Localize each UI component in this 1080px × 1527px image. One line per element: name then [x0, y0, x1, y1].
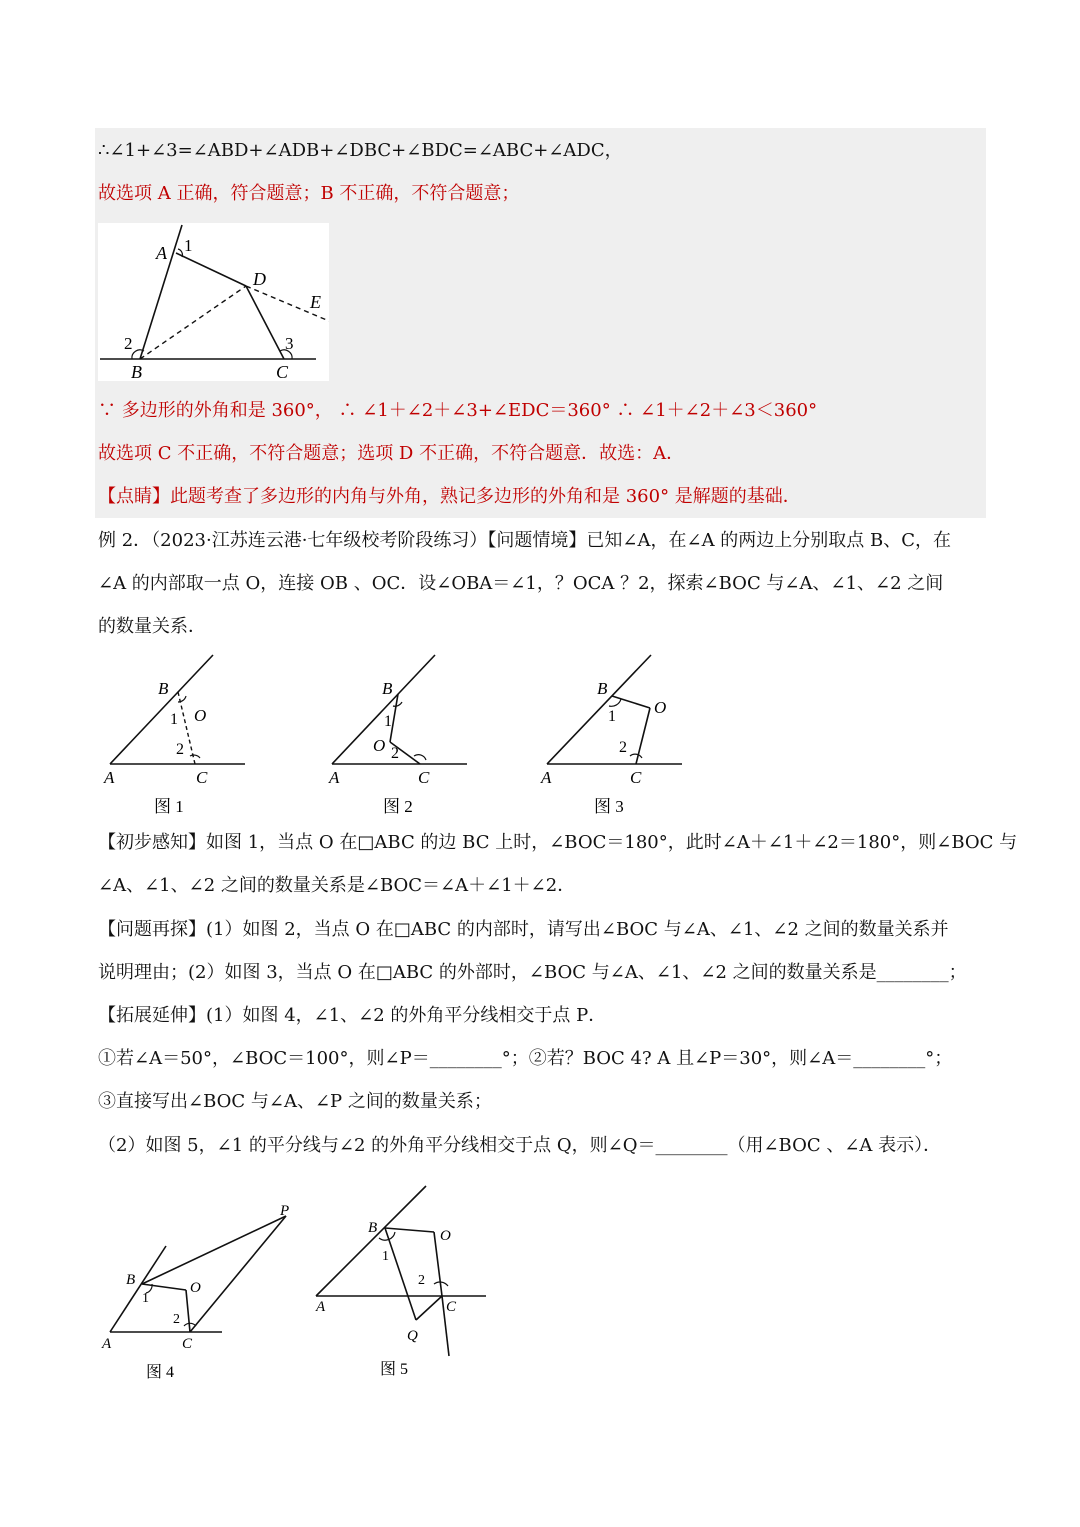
fig5-label-A: A [316, 1299, 326, 1315]
fig4-label-A: A [102, 1336, 112, 1352]
fig4-label-P: P [280, 1203, 290, 1219]
fig3-label-B: B [597, 679, 608, 698]
figure-5-caption: 图 5 [380, 1361, 409, 1378]
solution-line-3: ∵ 多边形的外角和是 360°， ∴ ∠1＋∠2＋∠3+∠EDC＝360° ∴ ∠1＋∠2＋∠3＜360° [98, 400, 818, 421]
figure-2-caption: 图 2 [383, 797, 413, 816]
fig2-label-C: C [418, 768, 430, 787]
extension-line-1: 【拓展延伸】(1）如图 4，∠1、∠2 的外角平分线相交于点 P． [98, 1005, 607, 1026]
fig5-label-C: C [446, 1299, 457, 1315]
fig2-label-B: B [382, 679, 393, 698]
figure-1 [103, 655, 245, 787]
figure-quadrilateral-svg [98, 223, 329, 381]
figure-4-caption: 图 4 [146, 1364, 175, 1381]
extension-line-4: （2）如图 5，∠1 的平分线与∠2 的外角平分线相交于点 Q，则∠Q＝________（用∠BOC 、∠A 表示）． [98, 1135, 942, 1156]
figures-row-2-svg [98, 1180, 498, 1390]
solution-line-1: ∴∠1+∠3=∠ABD+∠ADB+∠DBC+∠BDC=∠ABC+∠ADC， [98, 140, 623, 161]
fig3-label-A: A [541, 768, 552, 787]
fig4-label-B: B [126, 1272, 136, 1288]
fig2-label-2: 2 [391, 745, 399, 762]
fig0-label-D: D [253, 269, 266, 289]
fig0-label-A: A [156, 243, 167, 263]
figure-1-caption: 图 1 [154, 797, 184, 816]
extension-line-2: ①若∠A＝50°，∠BOC＝100°，则∠P＝________°；②若？BOC 4? A 且∠P＝30°，则∠A＝________°； [98, 1048, 953, 1069]
fig3-label-O: O [654, 698, 667, 717]
fig1-label-2: 2 [176, 741, 184, 758]
fig3-label-C: C [630, 768, 642, 787]
fig5-label-Q: Q [407, 1328, 418, 1344]
fig0-label-B: B [131, 362, 142, 381]
figure-2 [328, 655, 467, 787]
fig0-label-E: E [310, 292, 321, 312]
example2-line-1: 例 2．（2023·江苏连云港·七年级校考阶段练习）【问题情境】已知∠A，在∠A 的两边上分别取点 B、C，在 [98, 530, 952, 551]
fig0-label-3: 3 [285, 334, 294, 353]
fig3-label-2: 2 [619, 739, 627, 756]
fig2-label-A: A [329, 768, 340, 787]
figure-3 [540, 655, 682, 787]
fig1-label-C: C [196, 768, 208, 787]
figure-quadrilateral [98, 223, 329, 381]
solution-line-5: 【点睛】此题考查了多边形的内角与外角，熟记多边形的外角和是 360° 是解题的基础． [98, 486, 801, 507]
figures-row-1 [100, 650, 700, 820]
fig0-label-1: 1 [184, 236, 193, 255]
fig0-label-2: 2 [124, 334, 133, 353]
reexplore-line-2: 说明理由；(2）如图 3，当点 O 在□ABC 的外部时，∠BOC 与∠A、∠1、∠2 之间的数量关系是________； [98, 962, 967, 983]
fig0-label-C: C [276, 362, 289, 381]
reexplore-line-1: 【问题再探】(1）如图 2，当点 O 在□ABC 的内部时，请写出∠BOC 与∠A、∠1、∠2 之间的数量关系并 [98, 919, 949, 940]
fig5-label-O: O [440, 1228, 451, 1244]
solution-line-4: 故选项 C 不正确，不符合题意；选项 D 不正确，不符合题意．故选：A． [98, 443, 685, 464]
fig1-label-B: B [158, 679, 169, 698]
fig5-label-1: 1 [382, 1249, 389, 1264]
figures-row-1-svg [100, 650, 700, 820]
fig1-label-O: O [194, 706, 207, 725]
fig2-label-O: O [373, 736, 386, 755]
fig3-label-1: 1 [608, 708, 616, 725]
fig1-label-1: 1 [170, 711, 178, 728]
figures-row-2 [98, 1180, 498, 1390]
example2-line-3: 的数量关系． [98, 616, 206, 637]
fig2-label-1: 1 [384, 713, 392, 730]
extension-line-3: ③直接写出∠BOC 与∠A、∠P 之间的数量关系； [98, 1091, 492, 1112]
figure-4 [101, 1203, 289, 1352]
fig4-label-C: C [182, 1336, 193, 1352]
solution-line-2: 故选项 A 正确，符合题意；B 不正确，不符合题意； [98, 183, 520, 204]
fig1-label-A: A [104, 768, 115, 787]
figure-3-caption: 图 3 [594, 797, 624, 816]
perception-line-2: ∠A、∠1、∠2 之间的数量关系是∠BOC＝∠A＋∠1＋∠2． [98, 875, 576, 896]
figure-5 [315, 1186, 486, 1356]
fig4-label-2: 2 [173, 1312, 180, 1327]
example2-line-2: ∠A 的内部取一点 O，连接 OB 、OC．设∠OBA＝∠1，？OCA ？2，探索∠BOC 与∠A、∠1、∠2 之间 [98, 573, 944, 594]
fig5-label-B: B [368, 1220, 378, 1236]
fig4-label-O: O [190, 1280, 201, 1296]
fig5-label-2: 2 [418, 1273, 425, 1288]
perception-line-1: 【初步感知】如图 1，当点 O 在□ABC 的边 BC 上时，∠BOC＝180°，此时∠A＋∠1＋∠2＝180°，则∠BOC 与 [98, 832, 1018, 853]
fig4-label-1: 1 [142, 1291, 149, 1306]
